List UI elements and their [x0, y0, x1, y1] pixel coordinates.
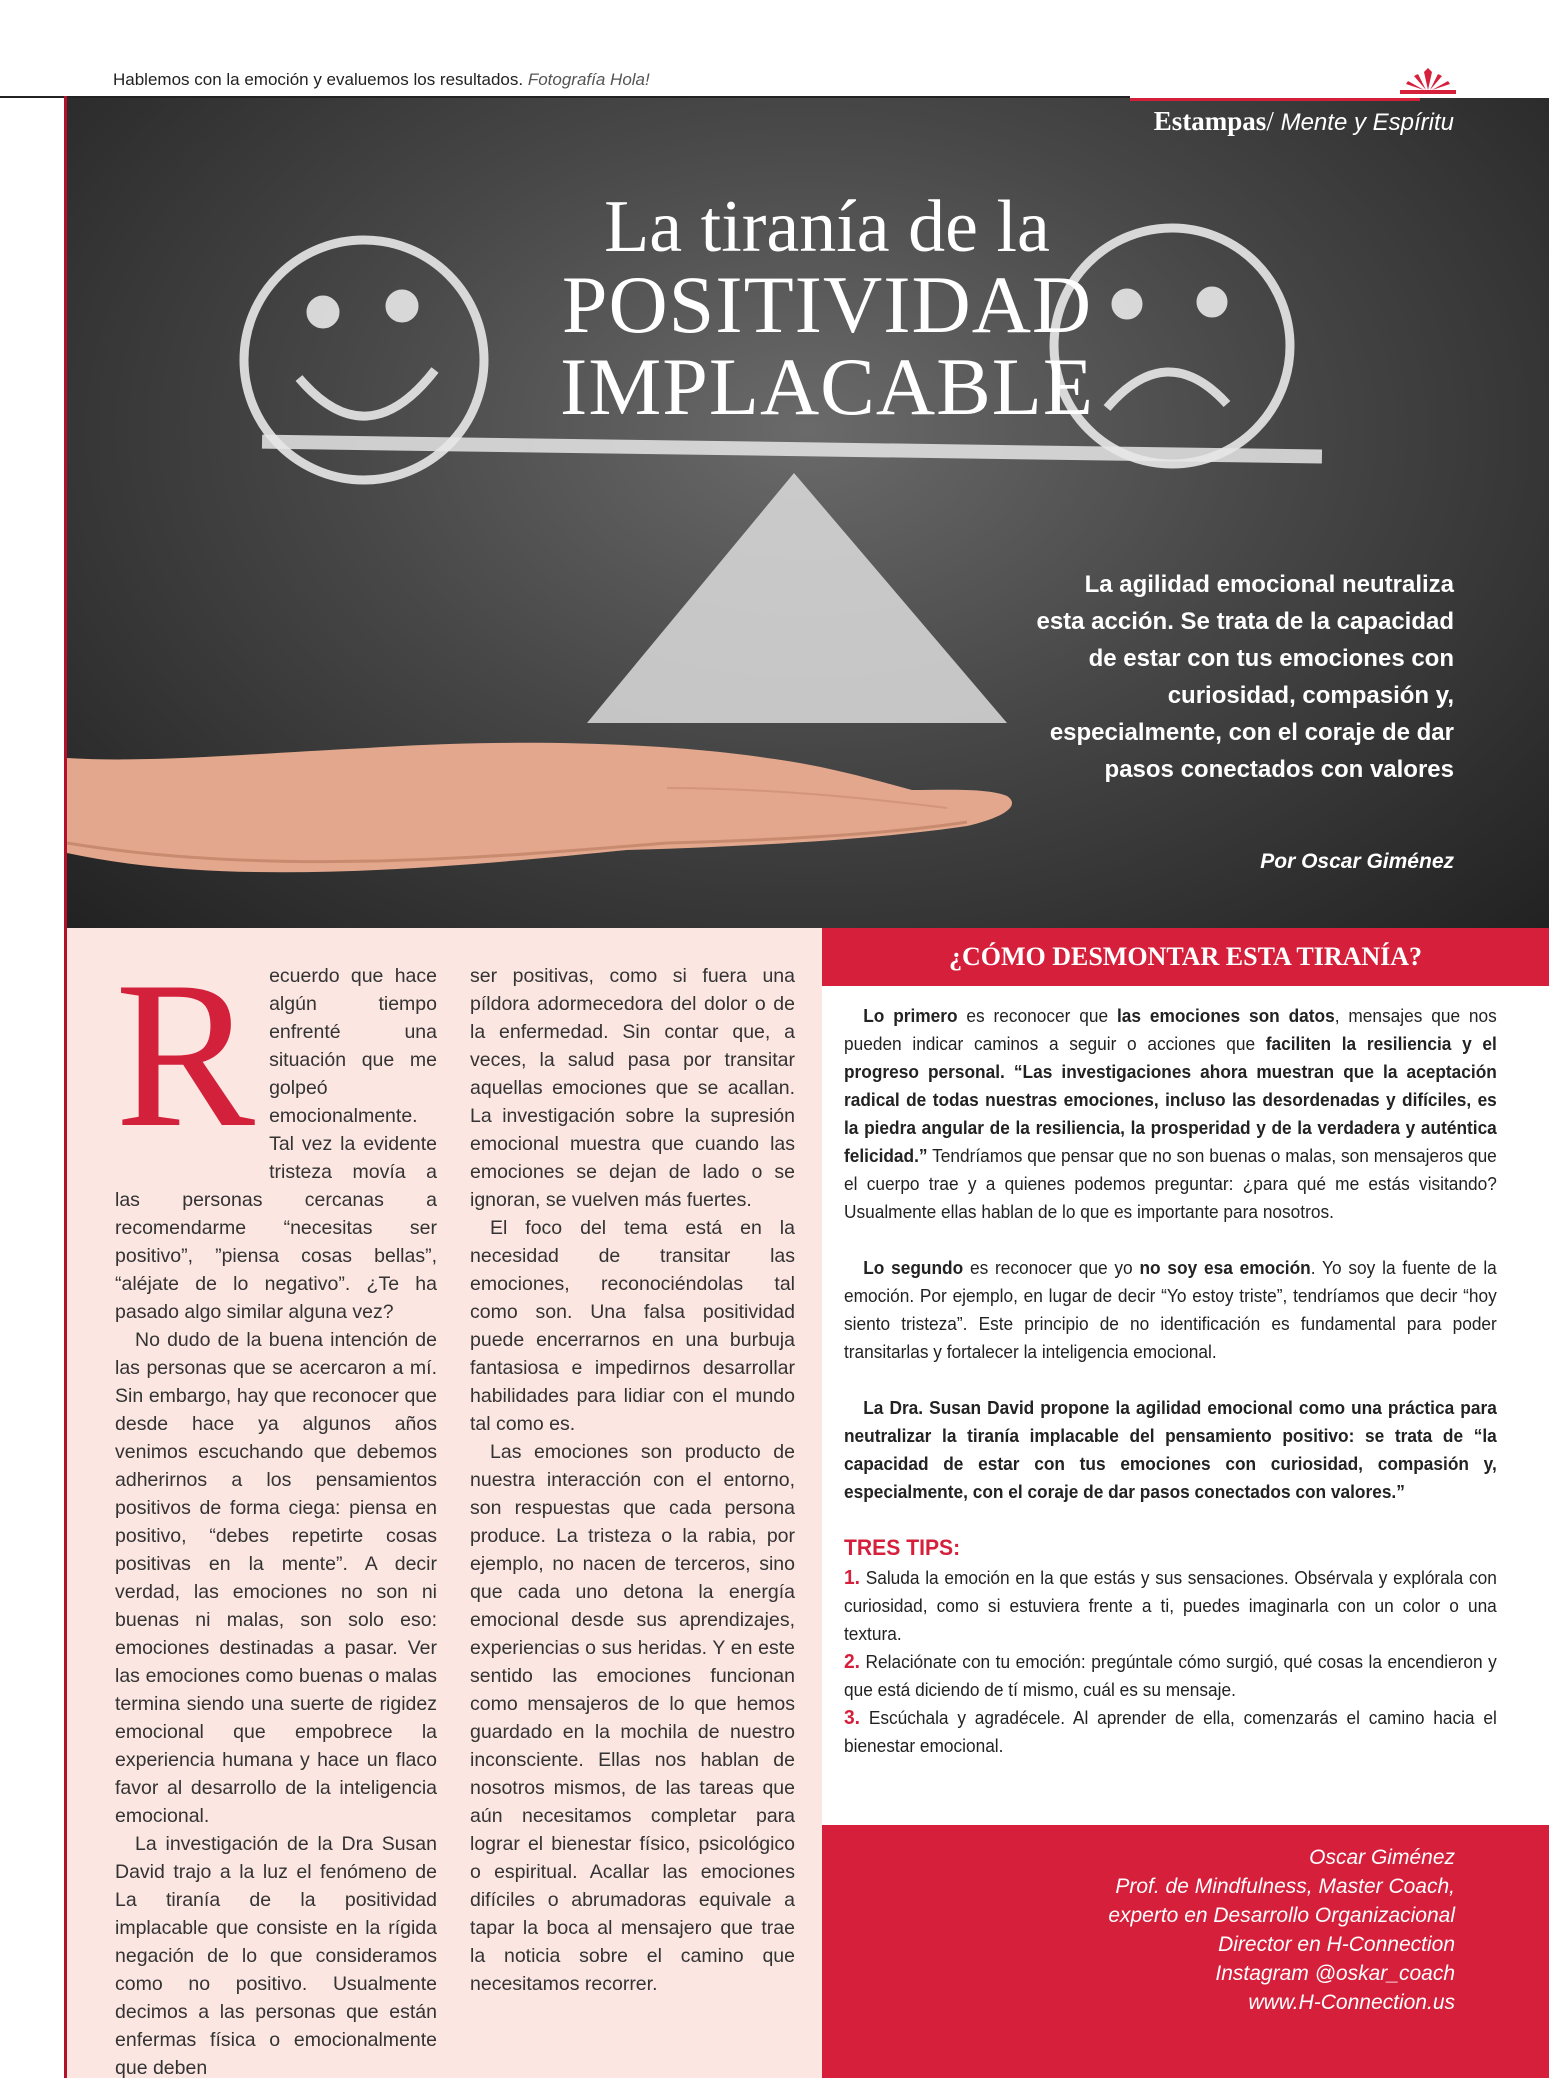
balance-beam	[262, 435, 1322, 464]
text: es reconocer que yo	[963, 1258, 1140, 1278]
text: . Yo soy la fuente de la emoción. Por ejemplo, en lugar de decir “Yo estoy triste”, tendríamos que decir “hoy siento tristeza”. Este principio de no identificación es fundamental para poder transitarlas y fortalecer la inteligencia emocional.	[844, 1258, 1497, 1362]
author-bio	[822, 1825, 1549, 2078]
article-column-1	[115, 939, 437, 2078]
tip-text: Escúchala y agradécele. Al aprender de ella, comenzarás el camino hacia el bienestar emocional.	[844, 1708, 1497, 1756]
drop-cap: R	[115, 939, 256, 1171]
hero-image	[67, 98, 1549, 928]
bold-text: Lo segundo	[863, 1258, 964, 1278]
tips-title: TRES TIPS:	[844, 1535, 961, 1560]
paragraph: Las emociones son producto de nuestra interacción con el entorno, son respuestas que cada persona produce. La tristeza o la rabia, por ejemplo, no nacen de terceros, sino que cada uno detona la energía emocional desde sus aprendizajes, experiencias o sus heridas. Y en este sentido las emociones funcionan como mensajeros de lo que hemos guardado en la mochila de nuestro inconsciente. Ellas nos hablan de nosotros mismos, de las tareas que aún necesitamos completar para lograr el bienestar físico, psicológico o espiritual. Acallar las emociones difíciles o abrumadoras equivale a tapar la boca al mensajero que trae la noticia sobre el camino que necesitamos recorrer.	[470, 1441, 795, 1995]
sidebar-heading: ¿CÓMO DESMONTAR ESTA TIRANÍA?	[822, 928, 1549, 986]
paragraph: No dudo de la buena intención de las personas que se acercaron a mí. Sin embargo, hay que reconocer que desde hace ya algunos años venimos escuchando que debemos adherirnos a los pensamientos positivos de forma ciega: piensa en positivo, “debes repetirte cosas positivas en la mente”. A decir verdad, las emociones no son ni buenas ni malas, son solo eso: emociones destinadas a pasar. Ver las emociones como buenas o malas termina siendo una suerte de rigidez emocional que empobrece la experiencia humana y hace un flaco favor al desarrollo de la inteligencia emocional.	[115, 1329, 437, 1827]
tip-text: Relaciónate con tu emoción: pregúntale cómo surgió, qué cosas la encendieron y que está diciendo de tí mismo, cuál es su mensaje.	[844, 1652, 1497, 1700]
text: es reconocer que	[957, 1006, 1117, 1026]
pull-quote: La agilidad emocional neutraliza esta acción. Se trata de la capacidad de estar con tus emociones con curiosidad, compasión y, especialmente, con el coraje de dar pasos conectados con valores	[1036, 571, 1454, 783]
tip-item	[844, 1564, 1497, 1648]
tip-item	[844, 1704, 1497, 1760]
title-line-1: La tiranía de la	[604, 186, 1050, 268]
bold-text: faciliten la resiliencia y el progreso personal. “Las investigaciones ahora muestran que la aceptación radical de todas nuestras emociones, incluso las desordenadas y difíciles, es la piedra angular de la resiliencia, la prosperidad y de la verdadera y auténtica felicidad.”	[844, 1034, 1497, 1166]
tip-number: 1.	[844, 1567, 861, 1589]
bold-text: La Dra. Susan David propone la agilidad emocional como una práctica para neutralizar la tiranía implacable del pensamiento positivo: se trata de “la capacidad de estar con tus emociones con curiosidad, compasión y, especialmente, con el coraje de dar pasos conectados con valores.”	[844, 1398, 1497, 1502]
magazine-ornament-icon	[1400, 68, 1456, 96]
tip-item	[844, 1648, 1497, 1704]
hand-illustration	[67, 743, 1012, 872]
balance-triangle	[587, 473, 1007, 723]
sidebar-paragraph-1	[844, 1002, 1497, 1226]
bio-line: Director en H-Connection	[1218, 1933, 1455, 1956]
text: Tendríamos que pensar que no son buenas o malas, son mensajeros que el cuerpo trae y a quienes podemos preguntar: ¿para qué me estás visitando? Usualmente ellas hablan de lo que es importante para nosotros.	[844, 1146, 1497, 1222]
sidebar-paragraph-2	[844, 1254, 1497, 1366]
paragraph: ecuerdo que hace algún tiempo enfrenté una situación que me golpeó emocionalmente. Tal vez la evidente tristeza movía a las personas cercanas a recomendarme “necesitas ser positivo”, ”piensa cosas bellas”, “aléjate de lo negativo”. ¿Te ha pasado algo similar alguna vez?	[115, 965, 437, 1323]
bio-instagram: Instagram @oskar_coach	[1215, 1962, 1455, 1985]
tip-text: Saluda la emoción en la que estás y sus sensaciones. Obsérvala y explórala con curiosidad, como si estuviera frente a ti, puedes imaginarla con un color o una textura.	[844, 1568, 1497, 1644]
sidebar-body	[844, 1002, 1497, 1760]
bio-line: Prof. de Mindfulness, Master Coach,	[1115, 1875, 1455, 1898]
section-sub: Mente y Espíritu	[1280, 109, 1454, 136]
text: , mensajes que nos pueden indicar caminos a seguir o acciones que	[844, 1006, 1497, 1054]
bold-text: no soy esa emoción	[1139, 1258, 1311, 1278]
article-title	[527, 186, 1127, 432]
paragraph: ser positivas, como si fuera una píldora adormecedora del dolor o de la enfermedad. Sin contar que, a veces, la salud pasa por transitar aquellas emociones que se acallan. La investigación sobre la supresión emocional muestra que cuando las emociones se dejan de lado o se ignoran, se vuelven más fuertes.	[470, 965, 795, 1211]
title-line-3: IMPLACABLE	[560, 341, 1094, 432]
bio-line: experto en Desarrollo Organizacional	[1108, 1904, 1455, 1927]
byline: Por Oscar Giménez	[1260, 850, 1454, 873]
sidebar-paragraph-3	[844, 1394, 1497, 1506]
section-separator: /	[1266, 106, 1274, 136]
paragraph: La investigación de la Dra Susan David trajo a la luz el fenómeno de La tiranía de la positividad implacable que consiste en la rígida negación de lo que consideramos como no positivo. Usualmente decimos a las personas que están enfermas física o emocionalmente que deben	[115, 1833, 437, 2078]
paragraph: El foco del tema está en la necesidad de transitar las emociones, reconociéndolas tal como son. Una falsa positividad puede encerrarnos en una burbuja fantasiosa e impedirnos desarrollar habilidades para lidiar con el mundo tal como es.	[470, 1217, 795, 1435]
caption-text: Hablemos con la emoción y evaluemos los resultados.	[113, 70, 524, 89]
bold-text: Lo primero	[863, 1006, 958, 1026]
article-column-2	[470, 962, 795, 1998]
tip-number: 2.	[844, 1651, 861, 1673]
photo-caption	[113, 70, 650, 90]
bio-website: www.H-Connection.us	[1248, 1991, 1455, 2014]
title-line-2: POSITIVIDAD	[561, 259, 1093, 350]
bio-name: Oscar Giménez	[1309, 1846, 1455, 1869]
caption-credit: Fotografía Hola!	[527, 70, 650, 89]
section-name: Estampas	[1153, 106, 1267, 136]
tip-number: 3.	[844, 1707, 861, 1729]
bold-text: las emociones son datos	[1116, 1006, 1335, 1026]
